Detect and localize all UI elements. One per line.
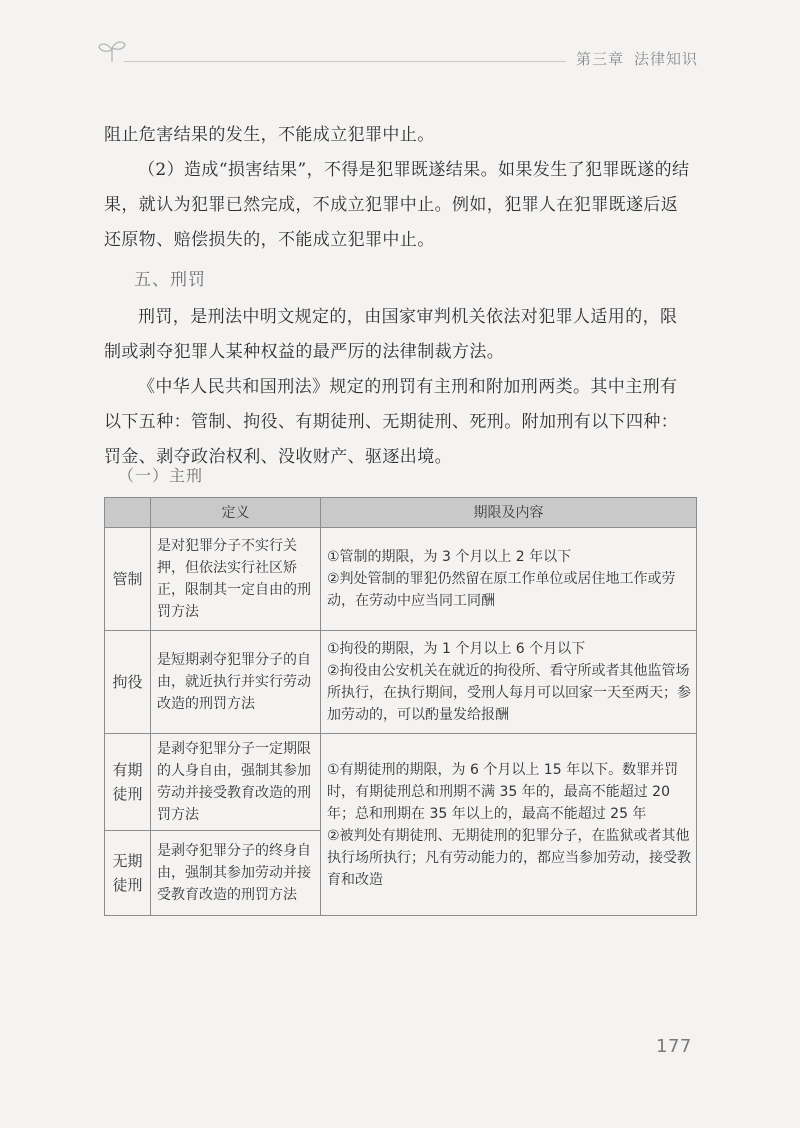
- header-cell-name: [105, 498, 151, 528]
- header-rule: [124, 61, 566, 62]
- sprout-icon: [97, 38, 127, 64]
- penalty-name: 拘役: [105, 631, 151, 734]
- subsection-title: （一）主刑: [118, 466, 204, 485]
- table-row: [105, 734, 697, 831]
- penalty-definition: 是对犯罪分子不实行关押，但依法实行社区矫正，限制其一定自由的刑罚方法: [151, 528, 321, 631]
- penalty-definition: 是短期剥夺犯罪分子的自由，就近执行并实行劳动改造的刑罚方法: [151, 631, 321, 734]
- penalty-name: 无期 徒刑: [105, 831, 151, 916]
- running-header: [576, 48, 708, 69]
- table-row: [105, 631, 697, 734]
- penalty-content: ①管制的期限，为 3 个月以上 2 年以下 ②判处管制的罪犯仍然留在原工作单位或居住地工作或劳动，在劳动中应当同工同酬: [321, 528, 697, 631]
- paragraph-3: 刑罚，是刑法中明文规定的，由国家审判机关依法对犯罪人适用的，限制或剥夺犯罪人某种权益的最严厉的法律制裁方法。: [104, 307, 678, 362]
- paragraph-4: 《中华人民共和国刑法》规定的刑罚有主刑和附加刑两类。其中主刑有以下五种：管制、拘役、有期徒刑、无期徒刑、死刑。附加刑有以下四种：罚金、剥夺政治权利、没收财产、驱逐出境。: [104, 377, 679, 467]
- chapter-number: 第三章: [576, 50, 625, 68]
- penalty-content: ①拘役的期限，为 1 个月以上 6 个月以下 ②拘役由公安机关在就近的拘役所、看守所或者其他监管场所执行，在执行期间，受刑人每月可以回家一天至两天；参加劳动的，可以酌量发给报酬: [321, 631, 697, 734]
- chapter-title: 法律知识: [634, 50, 699, 68]
- paragraph-2: （2）造成“损害结果”，不得是犯罪既遂结果。如果发生了犯罪既遂的结果，就认为犯罪已然完成，不成立犯罪中止。例如，犯罪人在犯罪既遂后返还原物、赔偿损失的，不能成立犯罪中止。: [104, 160, 690, 250]
- table-header-row: [105, 498, 697, 528]
- penalty-definition: 是剥夺犯罪分子的终身自由，强制其参加劳动并接受教育改造的刑罚方法: [151, 831, 321, 916]
- header-cell-definition: 定义: [151, 498, 321, 528]
- paragraph-1: 阻止危害结果的发生，不能成立犯罪中止。: [104, 125, 435, 145]
- header-cell-content: 期限及内容: [321, 498, 697, 528]
- section-title: 五、刑罚: [134, 270, 206, 290]
- table-row: [105, 528, 697, 631]
- penalty-content: ①有期徒刑的期限，为 6 个月以上 15 年以下。数罪并罚时，有期徒刑总和刑期不满 35 年的，最高不能超过 20 年；总和刑期在 35 年以上的，最高不能超过 25 年 ②被判处有期徒刑、无期徒刑的犯罪分子，在监狱或者其他执行场所执行；凡有劳动能力的，都应当参加劳动，接受教育和改造: [321, 734, 697, 916]
- page-number: 177: [656, 1036, 692, 1057]
- principal-penalty-table: [104, 497, 697, 916]
- penalty-name: 管制: [105, 528, 151, 631]
- penalty-definition: 是剥夺犯罪分子一定期限的人身自由，强制其参加劳动并接受教育改造的刑罚方法: [151, 734, 321, 831]
- penalty-name: 有期 徒刑: [105, 734, 151, 831]
